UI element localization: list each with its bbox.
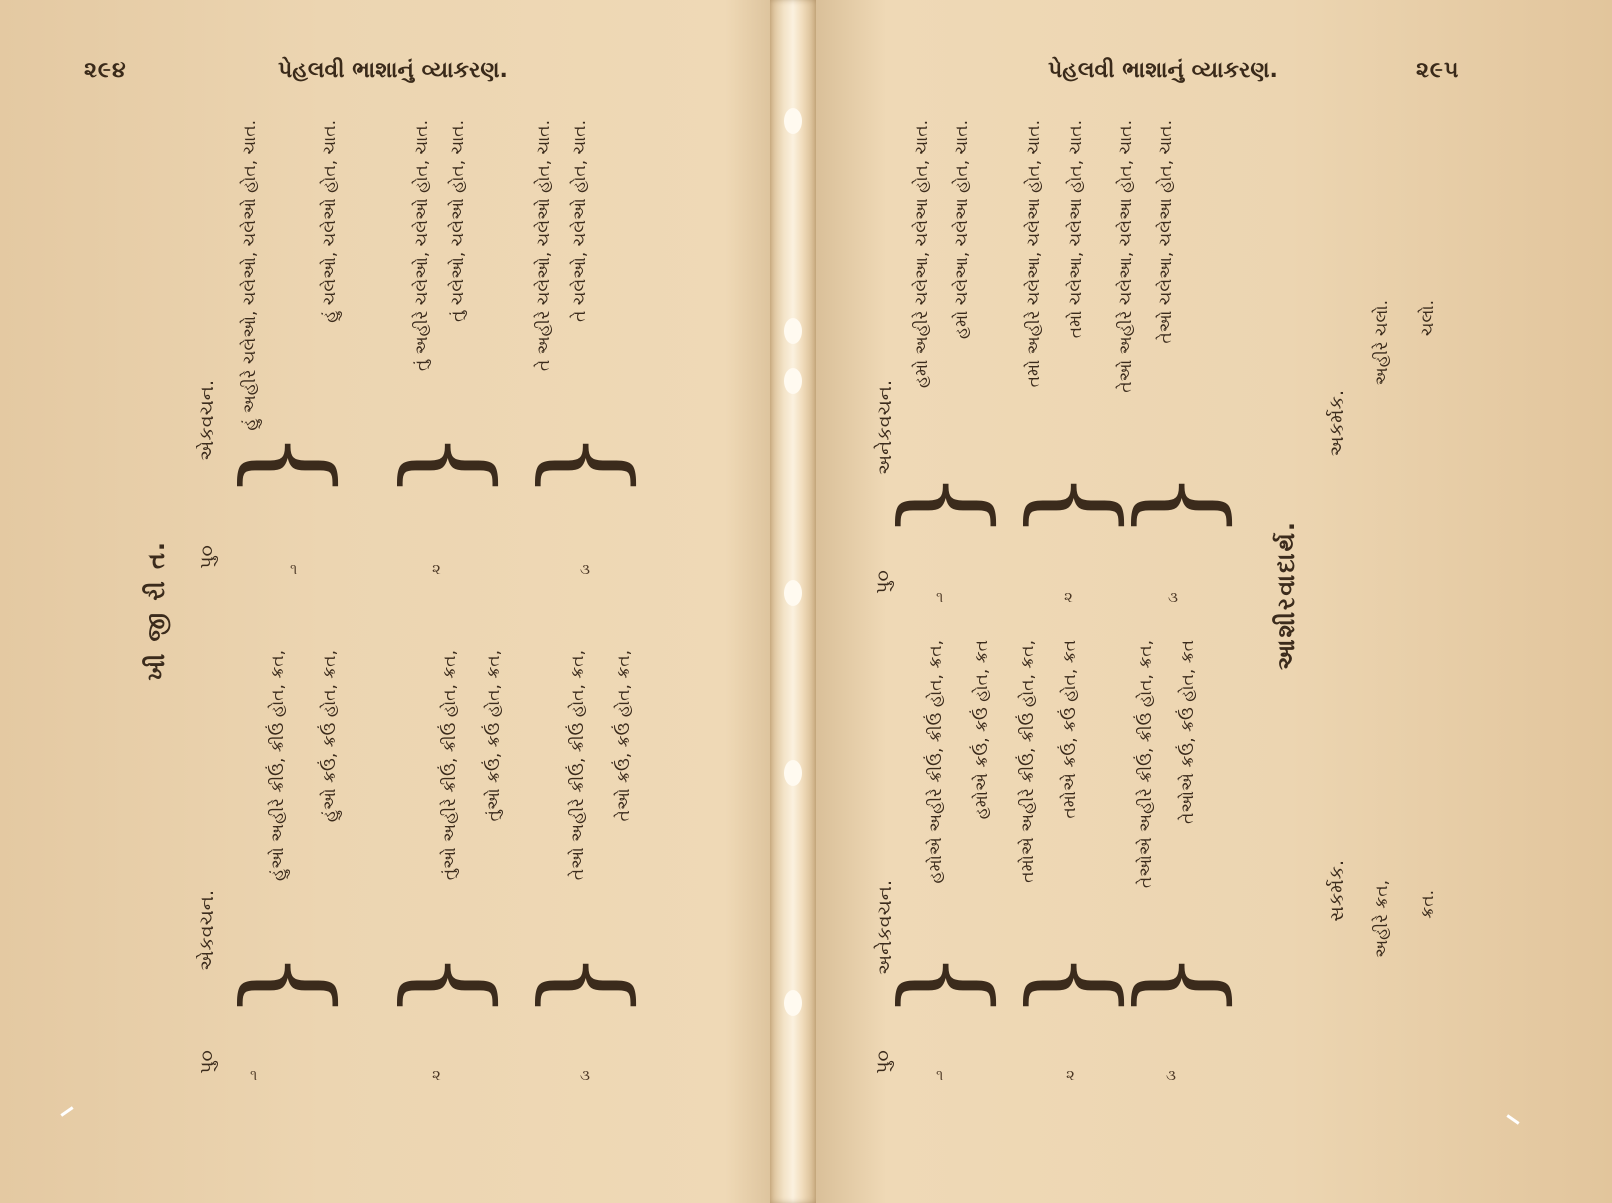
brace-symbol: { <box>887 470 1015 540</box>
row-number: ૩ <box>580 1066 590 1084</box>
conjugation-line: તે અહીરે ચલેઓ, ચલેઓ હોત, ચાત. <box>534 120 554 371</box>
number-label: એકવચન. <box>196 380 218 461</box>
conjugation-line: તમોએ અહીરે ક્રીઉં, ક્રીઉં હોત, ક્રત, <box>1018 640 1038 883</box>
conjugation-line: તું ચલેઓ, ચલેઓ હોત, ચાત. <box>448 120 468 322</box>
conjugation-line: તેઓ અહીરે ક્રીઉં, ક્રીઉં હોત, ક્રત, <box>568 650 588 881</box>
row-number: ૧ <box>290 560 298 578</box>
conjugation-line: હમો ચલેઆ, ચલેઆ હોત, ચાત. <box>952 120 972 339</box>
conjugation-line: હું અહીરે ચલેઓ, ચલેઓ, ચલેઓ હોત, ચાત. <box>240 120 260 431</box>
conjugation-line: હમોએ ક્રઉં, ક્રઉં હોત, ક્રત <box>972 640 992 820</box>
binding-stitch <box>784 108 802 134</box>
row-number: ૧ <box>936 588 944 606</box>
person-label: પુ૦ <box>196 545 218 569</box>
conjugation-line: તમોએ ક્રઉં, ક્રઉં હોત, ક્રત <box>1060 640 1080 819</box>
binding-stitch <box>784 760 802 786</box>
number-label: એકવચન. <box>196 890 218 971</box>
brace-symbol: { <box>229 430 357 500</box>
row-number: ૩ <box>1166 1066 1176 1084</box>
binding-stitch <box>784 318 802 344</box>
page-number: ૨૯૫ <box>1416 58 1460 83</box>
number-label: અનેકવચન. <box>874 380 896 475</box>
paper-damage <box>1506 1114 1519 1124</box>
section-heading: ખી જી રી ત. <box>142 540 170 681</box>
conjugation-line: હમો અહીરે ચલેઆ, ચલેઆ હોત, ચાત. <box>912 120 932 389</box>
section-heading: આશીરવાદાર્થ. <box>1272 520 1300 670</box>
binding-stitch <box>784 580 802 606</box>
conjugation-line: તમો અહીરે ચલેઆ, ચલેઆ હોત, ચાત. <box>1024 120 1044 388</box>
conjugation-line: હુંઓ અહીરે ક્રીઉં, ક્રીઉં હોત, ક્રત, <box>268 650 288 881</box>
conjugation-line: તેઓએ અહીરે ક્રીઉં, ક્રીઉં હોત, ક્રત, <box>1136 640 1156 889</box>
right-page-header <box>816 52 1612 92</box>
brace-symbol: { <box>1015 470 1143 540</box>
conjugation-line: તેઓ ક્રઉં, ક્રઉં હોત, ક્રત, <box>614 650 634 822</box>
conjugation-line: તુંઓ અહીરે ક્રીઉં, ક્રીઉં હોત, ક્રત, <box>440 650 460 881</box>
row-number: ૩ <box>580 560 590 578</box>
conjugation-line: તે ચલેઓ, ચલેઓ હોત, ચાત. <box>570 120 590 322</box>
bottom-line: અહીરે ક્રત, <box>1372 880 1392 958</box>
person-label: પુ૦ <box>872 1050 894 1074</box>
conjugation-line: તુંઓ ક્રઉં, ક્રઉં હોત, ક્રત, <box>484 650 504 822</box>
brace-symbol: { <box>389 950 517 1020</box>
subheading: સકર્મક. <box>1326 860 1348 922</box>
row-number: ૨ <box>1066 1066 1075 1084</box>
row-number: ૧ <box>936 1066 944 1084</box>
row-number: ૩ <box>1168 588 1178 606</box>
running-title: પેહલવી ભાશાનું વ્યાકરણ. <box>1048 58 1278 83</box>
conjugation-line: હુંઓ ક્રઉં, ક્રઉં હોત, ક્રત, <box>320 650 340 823</box>
row-number: ૧ <box>250 1066 258 1084</box>
brace-symbol: { <box>1123 950 1251 1020</box>
conjugation-line: હું ચલેઓ, ચલેઓ હોત, ચાત. <box>320 120 340 323</box>
brace-symbol: { <box>229 950 357 1020</box>
conjugation-line: તું અહીરે ચલેઓ, ચલેઓ હોત, ચાત. <box>412 120 432 371</box>
left-page <box>0 0 770 1203</box>
number-label: અનેકવચન. <box>874 880 896 975</box>
binding-stitch <box>784 368 802 394</box>
page-number: ૨૯૪ <box>84 58 127 83</box>
bottom-line: અહીરે ચલો. <box>1372 300 1392 386</box>
conjugation-line: હમોએ અહીરે ક્રીઉં, ક્રીઉં હોત, ક્રત, <box>926 640 946 884</box>
brace-symbol: { <box>527 950 655 1020</box>
binding-stitch <box>784 990 802 1016</box>
conjugation-line: તેઓએ ક્રઉં, ક્રઉં હોત, ક્રત <box>1178 640 1198 824</box>
bottom-line: ચલો. <box>1418 300 1438 337</box>
conjugation-line: તેઓ અહીરે ચલેઆ, ચલેઆ હોત, ચાત. <box>1116 120 1136 393</box>
brace-symbol: { <box>887 950 1015 1020</box>
row-number: ૨ <box>432 560 441 578</box>
subheading: અકર્મક. <box>1326 390 1348 457</box>
brace-symbol: { <box>527 430 655 500</box>
conjugation-line: તેઓ ચલેઆ, ચલેઆ હોત, ચાત. <box>1156 120 1176 344</box>
paper-damage <box>60 1106 73 1116</box>
brace-symbol: { <box>1015 950 1143 1020</box>
bottom-line: ક્રત. <box>1418 890 1438 919</box>
left-page-header <box>0 52 770 92</box>
brace-symbol: { <box>389 430 517 500</box>
running-title: પેહલવી ભાશાનું વ્યાકરણ. <box>278 58 508 83</box>
row-number: ૨ <box>432 1066 441 1084</box>
person-label: પુ૦ <box>196 1050 218 1074</box>
person-label: પુ૦ <box>872 570 894 594</box>
brace-symbol: { <box>1123 470 1251 540</box>
conjugation-line: તમો ચલેઆ, ચલેઆ હોત, ચાત. <box>1066 120 1086 339</box>
right-page <box>816 0 1612 1203</box>
row-number: ૨ <box>1064 588 1073 606</box>
